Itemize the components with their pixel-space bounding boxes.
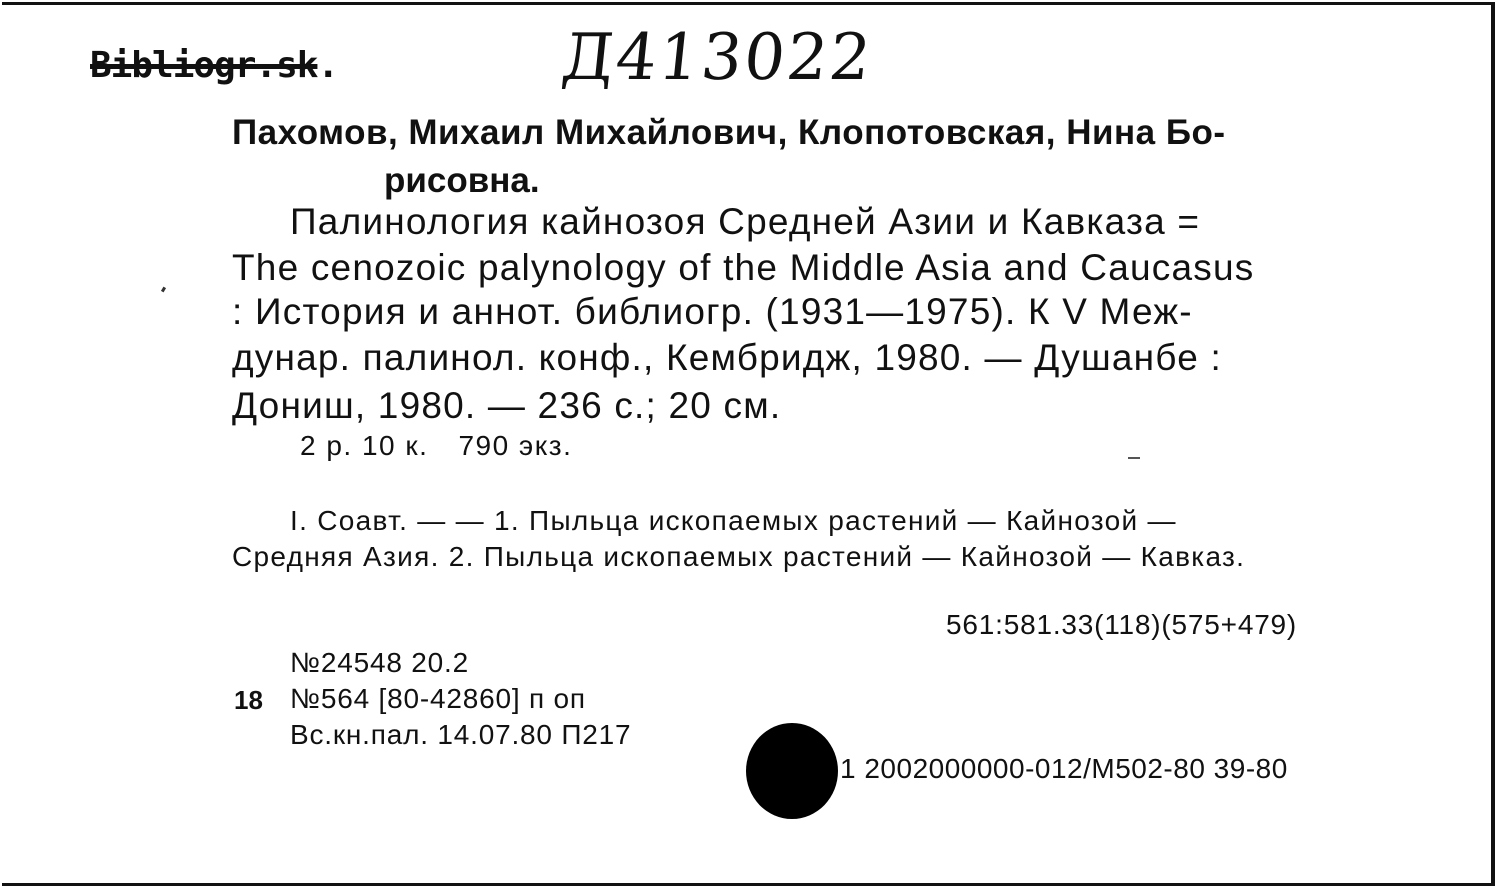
- title-line-1: Палинология кайнозоя Средней Азии и Кавказа =: [290, 201, 1201, 242]
- subject-index-line-1: I. Соавт. — — 1. Пыльца ископаемых растений — Кайнозой —: [290, 505, 1177, 536]
- handwritten-accession-number: Д413022: [558, 21, 877, 95]
- author-heading: Пахомов, Михаил Михайлович, Клопотовская, Нина Бо-: [232, 113, 1226, 152]
- title-line-3: : История и аннот. библиогр. (1931—1975). К V Меж-: [232, 291, 1193, 332]
- punch-hole: [746, 723, 838, 819]
- registry-line-3: Вс.кн.пал. 14.07.80 П217: [290, 719, 632, 750]
- registry-line-2: №564 [80-42860] п оп: [290, 683, 586, 714]
- title-line-4: дунар. палинол. конф., Кембридж, 1980. — Душанбе :: [232, 337, 1222, 378]
- publisher-code-line: 1 2002000000-012/М502-80 39-80: [840, 753, 1288, 784]
- print-run: 790 экз.: [458, 430, 573, 461]
- registry-number-marker: 18: [234, 685, 263, 715]
- title-line-5: Дониш, 1980. — 236 с.; 20 см.: [232, 385, 782, 426]
- author-heading-continued: рисовна.: [384, 161, 540, 200]
- price: 2 р. 10 к.: [300, 430, 429, 461]
- subject-index-line-2: Средняя Азия. 2. Пыльца ископаемых растений — Кайнозой — Кавказ.: [232, 541, 1246, 572]
- ink-speck: [161, 287, 166, 293]
- library-stamp: Bibliogr.sk.: [90, 45, 339, 86]
- registry-line-1: №24548 20.2: [290, 647, 469, 678]
- ink-speck: [1128, 457, 1140, 459]
- catalog-card: [2, 2, 1495, 886]
- title-line-2: The cenozoic palynology of the Middle Asia and Caucasus: [232, 247, 1255, 288]
- udc-classification: 561:581.33(118)(575+479): [946, 609, 1298, 640]
- price-and-copies: [300, 430, 572, 462]
